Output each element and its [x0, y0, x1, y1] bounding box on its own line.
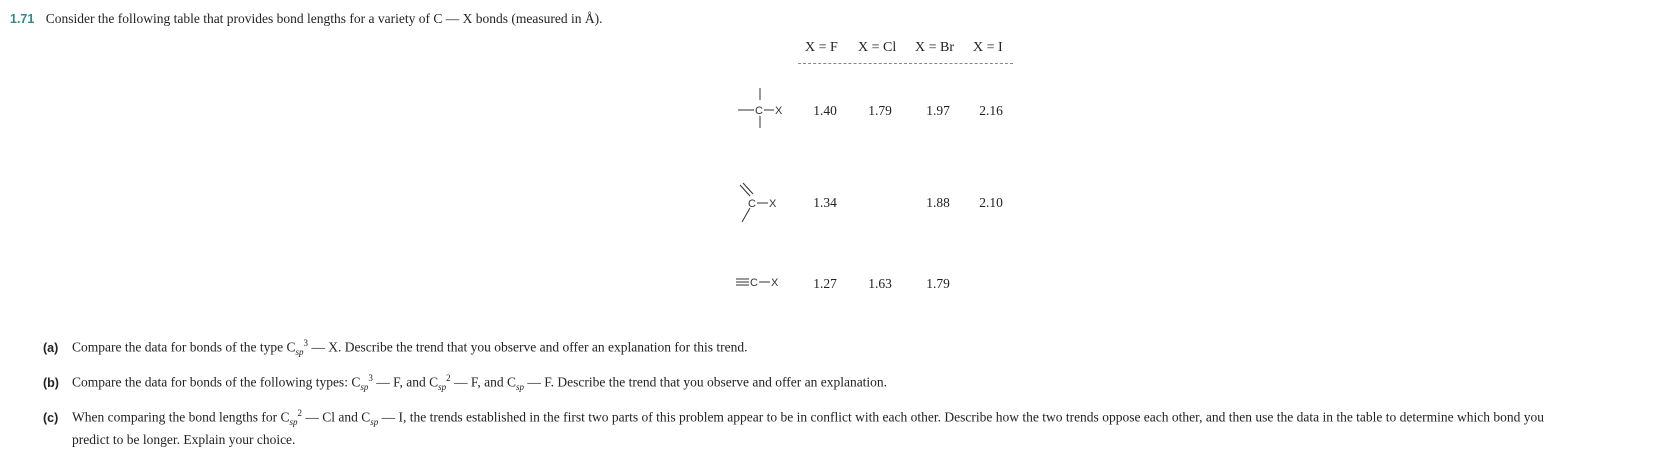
part-c-label: (c) — [43, 410, 59, 425]
value-sp3-br: 1.97 — [926, 103, 950, 118]
atom-x: X — [769, 198, 777, 210]
part-a-label: (a) — [43, 340, 59, 355]
part-b-label: (b) — [43, 375, 59, 390]
column-header-i: X = I — [973, 40, 1003, 55]
value-sp-cl: 1.63 — [868, 276, 892, 291]
value-sp2-br: 1.88 — [926, 195, 950, 210]
part-c-continuation: predict to be longer. Explain your choice. — [72, 432, 296, 447]
structure-sp3-carbon — [730, 86, 790, 135]
value-sp2-i: 2.10 — [979, 195, 1003, 210]
atom-c: C — [748, 198, 756, 210]
structure-sp2-carbon — [728, 182, 792, 231]
atom-c: C — [750, 277, 758, 289]
intro-text-after: bonds (measured in Å). — [475, 11, 603, 26]
structure-sp-carbon — [734, 272, 794, 297]
column-header-cl: X = Cl — [858, 40, 897, 55]
header-divider — [798, 63, 1013, 64]
problem-statement — [10, 11, 603, 27]
column-header-f: X = F — [805, 40, 838, 55]
part-b: (b) Compare the data for bonds of the following types: $C_{sp}^3$ — F, and $C_{sp}^2$ — F, and $C_{sp}$ — F. Describe the trend that you observe and offer an explanation. — [43, 373, 888, 393]
value-sp3-cl: 1.79 — [868, 103, 892, 118]
column-header-br: X = Br — [915, 40, 955, 55]
part-a: (a) Compare the data for bonds of the type $C_{sp}^3$ — X. Describe the trend that you observe and offer an explanation for this trend. — [43, 338, 748, 358]
problem-number: 1.71 — [10, 12, 35, 26]
part-c: (c) When comparing the bond lengths for $C_{sp}^2$ — Cl and $C_{sp}$ — I, the trends established in the first two parts of this problem appear to be in conflict with each other. Describe how the two trends oppose each other, and then use the data in the table to determine which bond you — [43, 408, 1545, 428]
bond-formula: C — X — [433, 11, 473, 26]
value-sp3-f: 1.40 — [813, 103, 837, 118]
intro-text-before: Consider the following table that provides bond lengths for a variety of — [45, 11, 431, 26]
value-sp3-i: 2.16 — [979, 103, 1003, 118]
atom-x: X — [771, 277, 779, 289]
value-sp-f: 1.27 — [813, 276, 837, 291]
atom-c: C — [755, 105, 763, 117]
value-sp-br: 1.79 — [926, 276, 950, 291]
value-sp2-f: 1.34 — [813, 195, 837, 210]
atom-x: X — [775, 105, 783, 117]
